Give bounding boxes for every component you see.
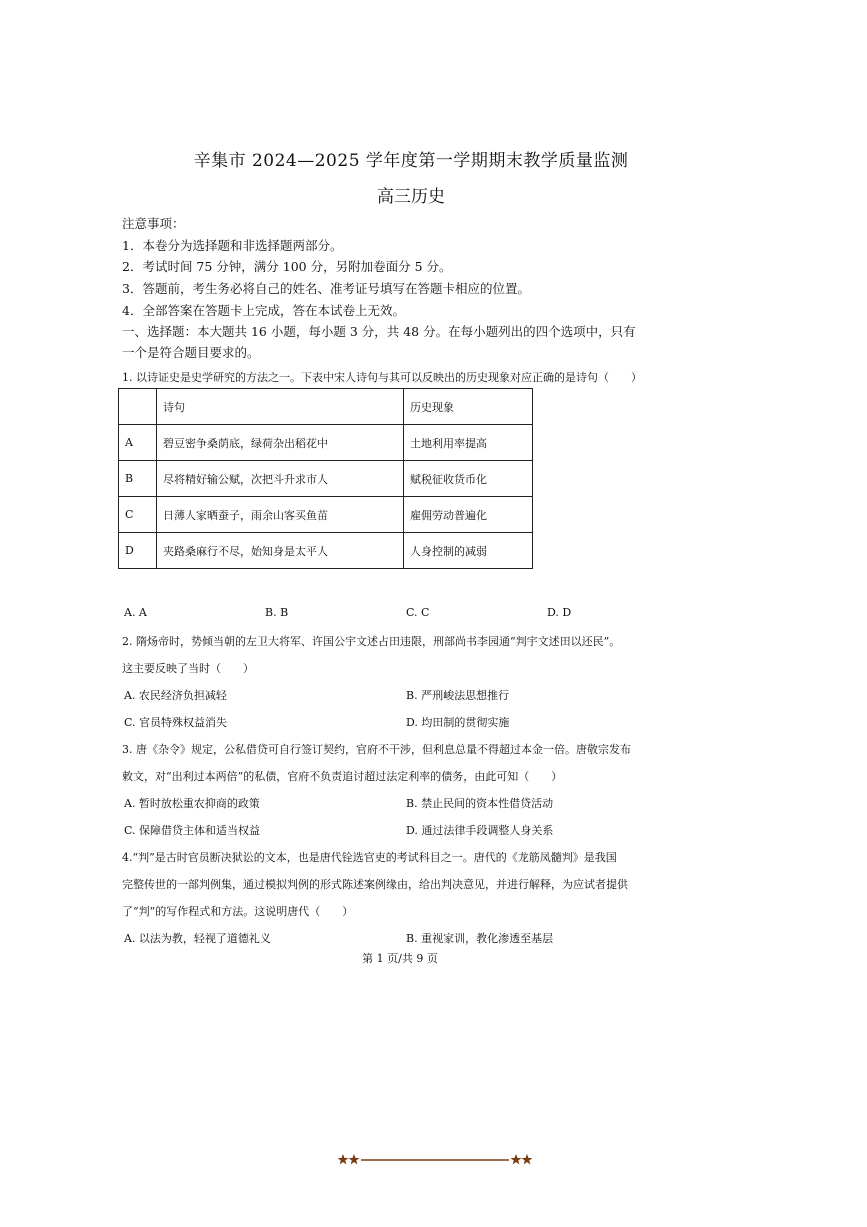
footer-ornament <box>338 1153 532 1167</box>
q3-option-b: B. 禁止民间的资本性借贷活动 <box>406 797 554 810</box>
table-cell: 人身控制的减弱 <box>404 533 533 569</box>
q1-table <box>118 388 533 569</box>
q2-stem-line1: 2. 隋炀帝时，势倾当朝的左卫大将军、许国公宇文述占田违限，刑部尚书李园通“判宇文述田以还民”。 <box>122 635 621 648</box>
q2-stem-line2: 这主要反映了当时（ ） <box>122 662 254 675</box>
q4-option-b: B. 重视家训，教化渗透至基层 <box>406 932 554 945</box>
table-cell: 土地利用率提高 <box>404 425 533 461</box>
q3-stem-line1: 3. 唐《杂令》规定，公私借贷可自行签订契约，官府不干涉，但利息总量不得超过本金一倍。唐敬宗发布 <box>122 743 631 756</box>
table-cell: 雇佣劳动普遍化 <box>404 497 533 533</box>
q1-option-c: C. C <box>406 606 430 619</box>
notice-item-3: 3．答题前，考生务必将自己的姓名、准考证号填写在答题卡相应的位置。 <box>122 281 530 296</box>
q3-option-d: D. 通过法律手段调整人身关系 <box>406 824 554 837</box>
table-header-row <box>119 389 533 425</box>
q4-stem-line3: 了“判”的写作程式和方法。这说明唐代（ ） <box>122 905 354 918</box>
table-header-cell <box>119 389 157 425</box>
subject-title: 高三历史 <box>377 187 445 207</box>
q1-option-a: A. A <box>124 606 147 619</box>
table-cell: D <box>119 533 157 569</box>
notice-heading: 注意事项： <box>122 216 185 231</box>
table-cell: 尽将精好输公赋，次把斗升求市人 <box>157 461 404 497</box>
section-heading-line2: 一个是符合题目要求的。 <box>122 345 260 360</box>
table-header-cell: 诗句 <box>157 389 404 425</box>
table-header-cell: 历史现象 <box>404 389 533 425</box>
q2-option-a: A. 农民经济负担减轻 <box>124 689 227 702</box>
table-cell: A <box>119 425 157 461</box>
star-icon <box>338 1154 360 1165</box>
q4-option-a: A. 以法为教，轻视了道德礼义 <box>124 932 271 945</box>
table-cell: 碧豆密争桑荫底，绿荷杂出稻花中 <box>157 425 404 461</box>
table-row <box>119 497 533 533</box>
notice-item-4: 4．全部答案在答题卡上完成，答在本试卷上无效。 <box>122 303 405 318</box>
q4-stem-line2: 完整传世的一部判例集，通过模拟判例的形式陈述案例缘由，给出判决意见，并进行解释，为应试者提供 <box>122 878 628 891</box>
q1-stem: 1. 以诗证史是史学研究的方法之一。下表中宋人诗句与其可以反映出的历史现象对应正确的是诗句（ ） <box>122 371 642 384</box>
q1-option-d: D. D <box>547 606 572 619</box>
notice-item-2: 2．考试时间 75 分钟，满分 100 分，另附加卷面分 5 分。 <box>122 259 452 274</box>
q3-option-a: A. 暂时放松重农抑商的政策 <box>124 797 260 810</box>
q2-option-b: B. 严刑峻法思想推行 <box>406 689 510 702</box>
table-row <box>119 461 533 497</box>
section-heading-line1: 一、选择题：本大题共 16 小题，每小题 3 分，共 48 分。在每小题列出的四个选项中，只有 <box>122 324 636 339</box>
table-row <box>119 425 533 461</box>
table-cell: 夹路桑麻行不尽，始知身是太平人 <box>157 533 404 569</box>
table-cell: 赋税征收货币化 <box>404 461 533 497</box>
q3-stem-line2: 敕文，对“出利过本两倍”的私债，官府不负责追讨超过法定利率的债务，由此可知（ ） <box>122 770 563 783</box>
notice-item-1: 1．本卷分为选择题和非选择题两部分。 <box>122 238 343 253</box>
q4-stem-line1: 4.“判”是古时官员断决狱讼的文本，也是唐代铨选官吏的考试科目之一。唐代的《龙筋凤髓判》是我国 <box>122 851 617 864</box>
q2-option-d: D. 均田制的贯彻实施 <box>406 716 510 729</box>
table-cell: C <box>119 497 157 533</box>
table-cell: B <box>119 461 157 497</box>
table-row <box>119 533 533 569</box>
q3-option-c: C. 保障借贷主体和适当权益 <box>124 824 261 837</box>
table-cell: 日薄人家晒蚕子，雨余山客买鱼苗 <box>157 497 404 533</box>
q2-option-c: C. 官员特殊权益消失 <box>124 716 228 729</box>
page-number: 第 1 页/共 9 页 <box>362 952 438 965</box>
q1-option-b: B. B <box>265 606 289 619</box>
exam-title: 辛集市 2024—2025 学年度第一学期期末教学质量监测 <box>193 151 629 171</box>
star-icon <box>511 1154 533 1165</box>
